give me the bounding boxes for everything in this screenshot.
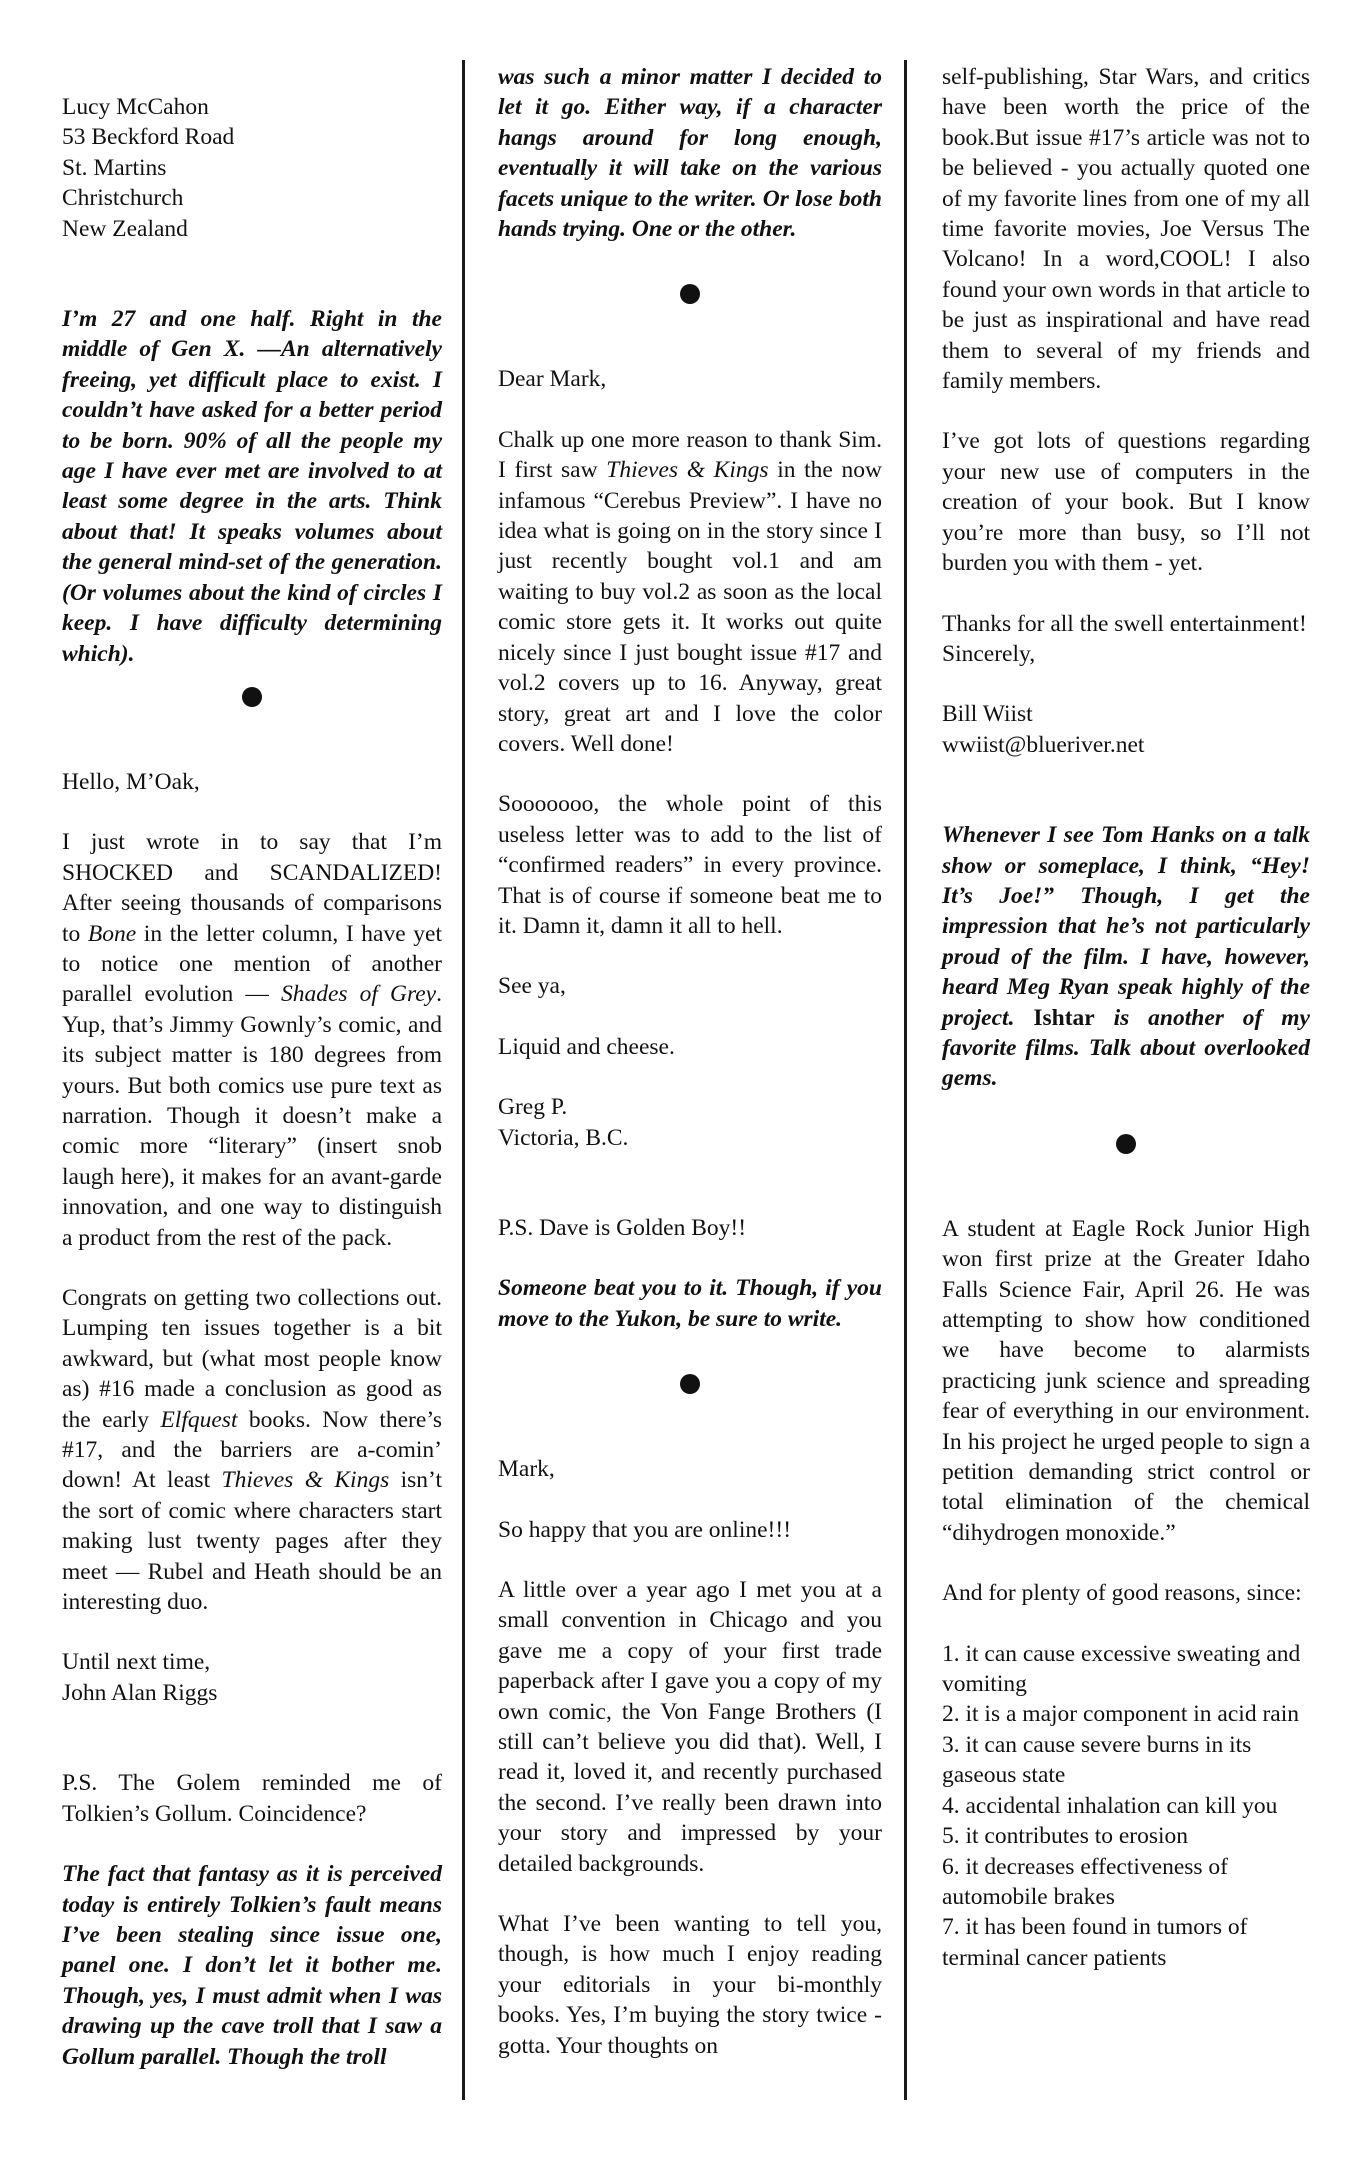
section-bullet bbox=[680, 1374, 700, 1394]
section-bullet bbox=[242, 687, 262, 707]
address-line: St. Martins bbox=[62, 154, 167, 181]
list-item: 6. it decreases effectiveness of automobile brakes bbox=[942, 1853, 1229, 1910]
list-item: 5. it contributes to erosion bbox=[942, 1823, 1189, 1850]
letter-postscript: P.S. Dave is Golden Boy!! bbox=[498, 1214, 747, 1241]
list-item: 7. it has been found in tumors of terminal cancer patients bbox=[942, 1914, 1248, 1971]
column-right: self-publishing, Star Wars, and critics have been worth the price of the book.But issue #17’s article was not to be believed - you actually quoted one of my favorite lines from one of my all time favorite movies, Joe Versus The Volcano! In a word,COOL! I also found your own words in that article to be just as inspirational and have read them to several of my friends and family members. I’ve got lots of questions regarding your new use of computers in the creation of your book. But I know you’re more than busy, so I’ll not burden you with them - yet. Thanks for all the swell entertainment! Sincerely, Bill Wiist wwiist@blueriver.net Whenever I see Tom Hanks on a talk show or someplace, I think, “Hey! It’s Joe!” Though, I get the impression that he’s not particularly proud of the film. I have, however, heard Meg Ryan speak highly of the project. Ishtar is another of my favorite films. Talk about overlooked gems. A student at Eagle Rock Junior High won first prize at the Greater Idaho Falls Science Fair, April 26. He was attempting to show how conditioned we have become to alarmists practicing junk science and spreading fear of everything in our environment. In his project he urged people to sign a petition demanding strict control or total elimination of the chemical “dihydrogen monoxide.” And for plenty of good reasons, since: 1. it can cause excessive sweating and vomiting 2. it is a major component in acid rain 3. it can cause severe burns in its gaseous state 4. accidental inhalation can kill you 5. it contributes to erosion 6. it decreases effectiveness of automobile brakes 7. it has been found in tumors of terminal cancer patients bbox=[942, 62, 1310, 1973]
editor-reply: The fact that fantasy as it is perceived today is entirely Tolkien’s fault means I’ve been stealing since issue one, panel one. I don’t let it bother me. Though, yes, I must admit when I was drawing up the cave troll that I saw a Gollum parallel. Though the troll bbox=[62, 1861, 442, 2070]
letter-paragraph: I just wrote in to say that I’m SHOCKED and SCANDALIZED! After seeing thousands of comparisons to Bone in the letter column, I have yet to notice one mention of another parallel evolution — Shades of Grey. Yup, that’s Jimmy Gownly’s comic, and its subject matter is 180 degrees from yours. But both comics use pure text as narration. Though it doesn’t make a comic more “literary” (insert snob laugh here), it makes for an avant-garde innovation, and one way to distinguish a product from the rest of the pack. bbox=[62, 829, 442, 1251]
address-line: New Zealand bbox=[62, 215, 188, 242]
letter-greeting: Dear Mark, bbox=[498, 366, 607, 393]
column-left: Lucy McCahon 53 Beckford Road St. Martins Christchurch New Zealand I’m 27 and one half. Right in the middle of Gen X. —An alternatively freeing, yet difficult place to exist. I couldn’t have asked for a better period to be born. 90% of all the people my age I have ever met are involved to at least some degree in the arts. Think about that! It speaks volumes about the general mind-set of the generation. (Or volumes about the kind of circles I keep. I have difficulty determining which). Hello, M’Oak, I just wrote in to say that I’m SHOCKED and SCANDALIZED! After seeing thousands of comparisons to Bone in the letter column, I have yet to notice one mention of another parallel evolution — Shades of Grey. Yup, that’s Jimmy Gownly’s comic, and its subject matter is 180 degrees from yours. But both comics use pure text as narration. Though it doesn’t make a comic more “literary” (insert snob laugh here), it makes for an avant-garde innovation, and one way to distinguish a product from the rest of the pack. Congrats on getting two collections out. Lumping ten issues together is a bit awkward, but (what most people know as) #16 made a conclusion as good as the early Elfquest books. Now there’s #17, and the barriers are a-comin’ down! At least Thieves & Kings isn’t the sort of comic where characters start making lust twenty pages after they meet — Rubel and Heath should be an interesting duo. Until next time, John Alan Riggs P.S. The Golem reminded me of Tolkien’s Gollum. Coincidence? The fact that fantasy as it is perceived today is entirely Tolkien’s fault means I’ve been stealing since issue one, panel one. I don’t let it bother me. Though, yes, I must admit when I was drawing up the cave troll that I saw a Gollum parallel. Though the troll bbox=[62, 62, 442, 2102]
letter-paragraph: Congrats on getting two collections out. Lumping ten issues together is a bit awkward, but (what most people know as) #16 made a conclusion as good as the early Elfquest books. Now there’s #17, and the barriers are a-comin’ down! At least Thieves & Kings isn’t the sort of comic where characters start making lust twenty pages after they meet — Rubel and Heath should be an interesting duo. bbox=[62, 1285, 442, 1616]
list-item: 2. it is a major component in acid rain bbox=[942, 1701, 1299, 1728]
letter-paragraph: A student at Eagle Rock Junior High won first prize at the Greater Idaho Falls Science Fair, April 26. He was attempting to show how conditioned we have become to alarmists practicing junk science and spreading fear of everything in our environment. In his project he urged people to sign a petition demanding strict control or total elimination of the chemical “dihydrogen monoxide.” bbox=[942, 1215, 1310, 1546]
editor-reply: Whenever I see Tom Hanks on a talk show or someplace, I think, “Hey! It’s Joe!” Though, I get the impression that he’s not particularly proud of the film. I have, however, heard Meg Ryan speak highly of the project. Ishtar is another of my favorite films. Talk about overlooked gems. bbox=[942, 822, 1310, 1092]
letter-paragraph: A little over a year ago I met you at a small convention in Chicago and you gave me a copy of your first trade paperback after I gave you a copy of my own comic, the Von Fange Brothers (I still can’t believe you did that). Well, I read it, loved it, and recently purchased the second. I’ve really been drawn into your story and impressed by your detailed backgrounds. bbox=[498, 1577, 882, 1877]
letter-paragraph: So happy that you are online!!! bbox=[498, 1516, 792, 1543]
letter-paragraph: What I’ve been wanting to tell you, though, is how much I enjoy reading your editorials in your bi-monthly books. Yes, I’m buying the story twice - gotta. Your thoughts on bbox=[498, 1911, 882, 2059]
column-divider-right bbox=[904, 60, 907, 2100]
editor-reply: I’m 27 and one half. Right in the middle of Gen X. —An alternatively freeing, yet difficult place to exist. I couldn’t have asked for a better period to be born. 90% of all the people my age I have ever met are involved to at least some degree in the arts. Think about that! It speaks volumes about the general mind-set of the generation. (Or volumes about the kind of circles I keep. I have difficulty determining which). bbox=[62, 306, 442, 667]
column-divider-left bbox=[462, 60, 465, 2100]
list-item: 1. it can cause excessive sweating and vomiting bbox=[942, 1640, 1301, 1698]
letter-closing: See ya, bbox=[498, 973, 566, 1000]
section-bullet bbox=[1116, 1134, 1136, 1154]
letter-greeting: Hello, M’Oak, bbox=[62, 768, 200, 795]
address-line: Lucy McCahon bbox=[62, 94, 209, 120]
letter-paragraph: Chalk up one more reason to thank Sim. I first saw Thieves & Kings in the now infamous “Cerebus Preview”. I have no idea what is going on in the story since I just recently bought vol.1 and am waiting to buy vol.2 as soon as the local comic store gets it. It works out quite nicely since I just bought issue #17 and vol.2 covers up to 16. Anyway, great story, great art and I love the color covers. Well done! bbox=[498, 426, 882, 757]
letter-paragraph: And for plenty of good reasons, since: bbox=[942, 1580, 1302, 1607]
letter-closing: Liquid and cheese. bbox=[498, 1033, 675, 1060]
hazard-list bbox=[942, 1639, 1310, 1973]
letter-paragraph: I’ve got lots of questions regarding your new use of computers in the creation of your book. But I know you’re more than busy, so I’ll not burden you with them - yet. bbox=[942, 428, 1310, 577]
letter-paragraph: self-publishing, Star Wars, and critics have been worth the price of the book.But issue #17’s article was not to be believed - you actually quoted one of my favorite lines from one of my all time favorite movies, Joe Versus The Volcano! In a word,COOL! I also found your own words in that article to be just as inspirational and have read them to several of my friends and family members. bbox=[942, 64, 1310, 395]
letter-paragraph: Sooooooo, the whole point of this useless letter was to add to the list of “confirmed readers” in every province. That is of course if someone beat me to it. Damn it, damn it all to hell. bbox=[498, 791, 882, 939]
editor-reply-continued: was such a minor matter I decided to let it go. Either way, if a character hangs around for long enough, eventually it will take on the various facets unique to the writer. Or lose both hands trying. One or the other. bbox=[498, 64, 882, 243]
address-line: 53 Beckford Road bbox=[62, 124, 235, 151]
letter-postscript: P.S. The Golem reminded me of Tolkien’s Gollum. Coincidence? bbox=[62, 1770, 442, 1827]
letter-greeting: Mark, bbox=[498, 1456, 555, 1483]
column-middle: was such a minor matter I decided to let it go. Either way, if a character hangs around for long enough, eventually it will take on the various facets unique to the writer. Or lose both hands trying. One or the other. Dear Mark, Chalk up one more reason to thank Sim. I first saw Thieves & Kings in the now infamous “Cerebus Preview”. I have no idea what is going on in the story since I just recently bought vol.1 and am waiting to buy vol.2 as soon as the local comic store gets it. It works out quite nicely since I just bought issue #17 and vol.2 covers up to 16. Anyway, great story, great art and I love the color covers. Well done! Sooooooo, the whole point of this useless letter was to add to the list of “confirmed readers” in every province. That is of course if someone beat me to it. Damn it, damn it all to hell. See ya, Liquid and cheese. Greg P. Victoria, B.C. P.S. Dave is Golden Boy!! Someone beat you to it. Though, if you move to the Yukon, be sure to write. Mark, So happy that you are online!!! A little over a year ago I met you at a small convention in Chicago and you gave me a copy of your first trade paperback after I gave you a copy of my own comic, the Von Fange Brothers (I still can’t believe you did that). Well, I read it, loved it, and recently purchased the second. I’ve really been drawn into your story and impressed by your detailed backgrounds. What I’ve been wanting to tell you, though, is how much I enjoy reading your editorials in your bi-monthly books. Yes, I’m buying the story twice - gotta. Your thoughts on bbox=[498, 62, 882, 2091]
list-item: 4. accidental inhalation can kill you bbox=[942, 1792, 1278, 1819]
section-bullet bbox=[680, 284, 700, 304]
list-item: 3. it can cause severe burns in its gaseous state bbox=[942, 1731, 1252, 1789]
address-line: Christchurch bbox=[62, 185, 184, 212]
editor-reply: Someone beat you to it. Though, if you move to the Yukon, be sure to write. bbox=[498, 1275, 882, 1332]
